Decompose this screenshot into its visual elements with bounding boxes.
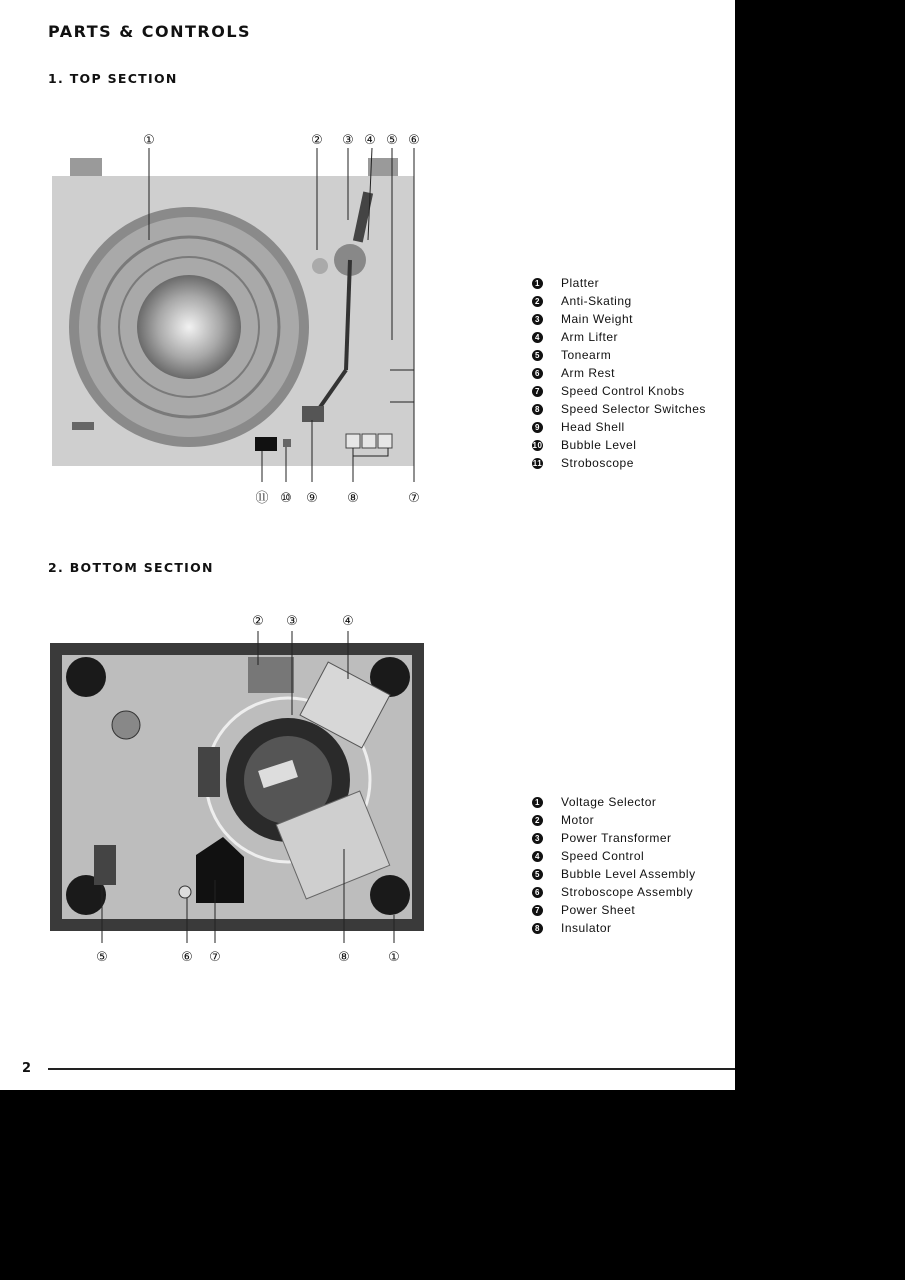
legend-item xyxy=(532,919,696,937)
bubble-level-assembly xyxy=(94,845,116,885)
callout-1: ① xyxy=(143,133,155,148)
hinge-left xyxy=(70,158,102,176)
legend-label: Main Weight xyxy=(561,312,633,326)
callout-10: ⑩ xyxy=(280,491,292,506)
callout-4: ④ xyxy=(364,133,376,148)
legend-bullet: 3 xyxy=(532,833,543,844)
callout-3: ③ xyxy=(342,133,354,148)
legend-label: Anti-Skating xyxy=(561,294,632,308)
legend-bullet: 4 xyxy=(532,851,543,862)
legend-item xyxy=(532,400,706,418)
bottom-parts-legend xyxy=(532,793,696,937)
legend-item xyxy=(532,310,706,328)
callout-2: ② xyxy=(311,133,323,148)
legend-item xyxy=(532,292,706,310)
legend-item xyxy=(532,811,696,829)
insulator-foot xyxy=(370,875,410,915)
legend-label: Arm Lifter xyxy=(561,330,619,344)
callout-11: ⑪ xyxy=(255,491,269,506)
head-shell xyxy=(302,406,324,422)
page-title: PARTS & CONTROLS xyxy=(48,22,252,41)
callout-7: ⑦ xyxy=(209,950,221,965)
legend-bullet: 7 xyxy=(532,386,543,397)
legend-bullet: 5 xyxy=(532,350,543,361)
voltage-selector xyxy=(112,711,140,739)
legend-item xyxy=(532,364,706,382)
power-transformer xyxy=(248,657,294,693)
legend-label: Insulator xyxy=(561,921,612,935)
top-section-diagram xyxy=(50,120,430,510)
hinge-right xyxy=(368,158,398,176)
legend-bullet: 9 xyxy=(532,422,543,433)
bottom-section-diagram xyxy=(48,605,428,970)
legend-bullet: 7 xyxy=(532,905,543,916)
callout-4: ④ xyxy=(342,614,354,629)
callout-5: ⑤ xyxy=(386,133,398,148)
legend-bullet: 10 xyxy=(532,440,543,450)
legend-item xyxy=(532,793,696,811)
legend-bullet: 3 xyxy=(532,314,543,325)
legend-label: Stroboscope Assembly xyxy=(561,885,694,899)
callout-6: ⑥ xyxy=(408,133,420,148)
legend-bullet: 4 xyxy=(532,332,543,343)
legend-item xyxy=(532,382,706,400)
callout-8: ⑧ xyxy=(338,950,350,965)
legend-bullet: 5 xyxy=(532,869,543,880)
legend-label: Voltage Selector xyxy=(561,795,657,809)
legend-item xyxy=(532,274,706,292)
legend-bullet: 8 xyxy=(532,923,543,934)
mount-bracket xyxy=(198,747,220,797)
legend-label: Head Shell xyxy=(561,420,625,434)
legend-label: Speed Control Knobs xyxy=(561,384,685,398)
bubble-level xyxy=(283,439,291,447)
legend-label: Speed Selector Switches xyxy=(561,402,706,416)
anti-skating-knob xyxy=(312,258,328,274)
legend-bullet: 8 xyxy=(532,404,543,415)
callout-9: ⑨ xyxy=(306,491,318,506)
legend-bullet: 2 xyxy=(532,296,543,307)
legend-label: Motor xyxy=(561,813,595,827)
legend-label: Arm Rest xyxy=(561,366,616,380)
stroboscope-assembly xyxy=(179,886,191,898)
top-parts-legend xyxy=(532,274,706,472)
callout-3: ③ xyxy=(286,614,298,629)
legend-bullet: 6 xyxy=(532,887,543,898)
legend-bullet: 11 xyxy=(532,458,543,468)
legend-item xyxy=(532,418,706,436)
legend-item xyxy=(532,328,706,346)
bottom-section-heading: 2. BOTTOM SECTION xyxy=(48,560,214,575)
insulator-foot xyxy=(66,657,106,697)
page-number: 2 xyxy=(22,1061,32,1076)
legend-label: Power Sheet xyxy=(561,903,636,917)
top-section-heading: 1. TOP SECTION xyxy=(48,71,178,86)
legend-label: Bubble Level xyxy=(561,438,637,452)
legend-item xyxy=(532,847,696,865)
legend-item xyxy=(532,829,696,847)
callout-7: ⑦ xyxy=(408,491,420,506)
legend-bullet: 1 xyxy=(532,797,543,808)
callout-6: ⑥ xyxy=(181,950,193,965)
footer-rule xyxy=(48,1068,735,1070)
legend-item xyxy=(532,883,696,901)
legend-label: Platter xyxy=(561,276,600,290)
legend-item xyxy=(532,865,696,883)
legend-item xyxy=(532,436,706,454)
legend-label: Bubble Level Assembly xyxy=(561,867,696,881)
stroboscope xyxy=(255,437,277,451)
callout-8: ⑧ xyxy=(347,491,359,506)
legend-label: Speed Control xyxy=(561,849,645,863)
legend-item xyxy=(532,901,696,919)
callout-2: ② xyxy=(252,614,264,629)
legend-label: Tonearm xyxy=(561,348,612,362)
legend-bullet: 1 xyxy=(532,278,543,289)
legend-label: Stroboscope xyxy=(561,456,634,470)
legend-label: Power Transformer xyxy=(561,831,672,845)
callout-1: ① xyxy=(388,950,400,965)
legend-bullet: 2 xyxy=(532,815,543,826)
brand-logo xyxy=(72,422,94,430)
legend-item xyxy=(532,454,706,472)
legend-item xyxy=(532,346,706,364)
speed-selector-switches xyxy=(346,434,392,448)
platter xyxy=(69,207,309,447)
legend-bullet: 6 xyxy=(532,368,543,379)
callout-5: ⑤ xyxy=(96,950,108,965)
